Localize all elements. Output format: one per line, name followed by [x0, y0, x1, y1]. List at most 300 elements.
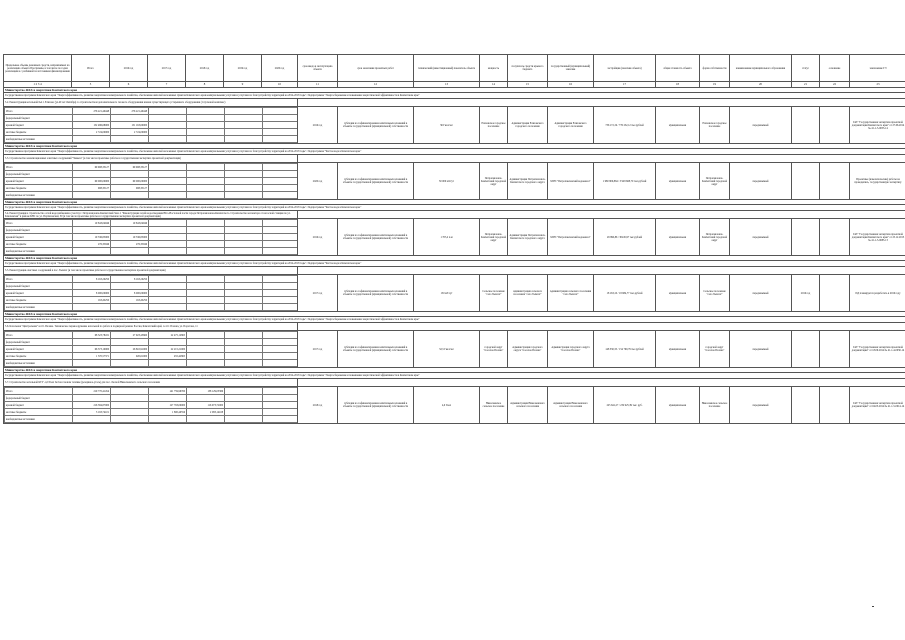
municipality: Николаевское сельское поселение [700, 387, 730, 424]
financing-value [225, 283, 263, 290]
financing-value [225, 332, 263, 339]
financing-value: 116 973,72000 [187, 402, 225, 409]
object-status: передаваемый [730, 275, 792, 312]
municipality: Петропавловск-Камчатский городской округ [700, 219, 730, 256]
financing-value: 219 770,41454 [73, 388, 111, 395]
design-end-year [792, 387, 820, 424]
object-name: 5.5. Реконструкция очистных сооружений в пос. Тымлат (в том числе проектные работы и государственная экспертиза проектной документации) [4, 267, 298, 275]
financing-value [149, 227, 187, 234]
financing-value [225, 192, 263, 199]
column-number-cell: 12 [338, 82, 414, 88]
financing-source-label: местные бюджеты [5, 353, 73, 360]
financing-value: 920,61000 [111, 353, 149, 360]
ownership-form: муниципальная [656, 107, 700, 144]
financing-row [5, 409, 298, 416]
investment-type: субсидии на софинансирование капитальных вложений в объекты государственной (муниципальной) собственности [338, 387, 414, 424]
column-number-cell: 19 [700, 82, 730, 88]
ministry-name: Министерство ЖКХ и энергетики Камчатского края [4, 88, 905, 93]
header-cell: 2017 год [148, 55, 186, 82]
financing-value: 2 724,00000 [73, 129, 111, 136]
financing-value: 22 475,12865 [149, 332, 187, 339]
financing-value [73, 304, 111, 311]
capacity: 4,0 Гкал [414, 387, 480, 424]
financing-value [187, 346, 225, 353]
financing-value [225, 276, 263, 283]
program-name: Государственная программа Камчатского края "Энергоэффективность, развитие энергетики и коммунального хозяйства, обеспечение жителей населенных пунктов Камчатского края коммунальными услугами и услугами по благоустройству территорий на 2014-2018 годы". Подпрограмма "Чистая вода в Камчатском крае" [4, 205, 905, 211]
ownership-form: муниципальная [656, 163, 700, 200]
financing-cell [4, 219, 298, 256]
financing-value [263, 178, 298, 185]
financing-value [263, 332, 298, 339]
column-number-cell: 8 [186, 82, 224, 88]
header-cell: Предельные объемы денежных средств, направляемых на реализацию объекта Программы, в том числе по годам реализации и с разбивкой по источникам финансирования [4, 55, 72, 82]
financing-value [149, 108, 187, 115]
column-number-cell: 15 [508, 82, 548, 88]
header-cell: 2019 год [224, 55, 262, 82]
financing-value: 69 908,35127 [73, 164, 111, 171]
object-status: передаваемый [730, 163, 792, 200]
financing-source-label: Итого [5, 164, 73, 171]
column-number-cell: 18 [656, 82, 700, 88]
financing-value [187, 339, 225, 346]
financing-value [263, 241, 298, 248]
financing-source-label: Итого [5, 276, 73, 283]
financing-value [187, 115, 225, 122]
developer: Администрация Елизовского городского поселения [548, 107, 594, 144]
financing-value [111, 416, 149, 423]
object-detail-row [4, 387, 905, 424]
capacity: 36 Гкал/час [414, 107, 480, 144]
municipality: Петропавловск-Камчатский городской округ [700, 163, 730, 200]
financing-value [187, 227, 225, 234]
total-cost: 736 172,19 / 776 252,12 тыс.рублей [594, 107, 656, 144]
financing-value [225, 353, 263, 360]
financing-source-label: местные бюджеты [5, 241, 73, 248]
financing-value [225, 346, 263, 353]
financing-row [5, 108, 298, 115]
financing-source-label: краевой бюджет [5, 178, 73, 185]
column-number-cell: 10 [262, 82, 298, 88]
state-customer: Администрация Петропавловск-Камчатского городского округа [508, 219, 548, 256]
object-row-spacer [298, 267, 905, 275]
financing-value [263, 360, 298, 367]
header-cell: наименование муниципального образования [730, 55, 792, 82]
financing-value [187, 290, 225, 297]
financing-value [187, 241, 225, 248]
developer: МУП "Петропавловский водоканал" [548, 219, 594, 256]
financing-value: 68 323,78431 [73, 332, 111, 339]
ownership-form: муниципальная [656, 219, 700, 256]
financing-row [5, 241, 298, 248]
header-cell: 2020 год [262, 55, 298, 82]
budget-recipient: Сельское поселение "село Тымлат" [480, 275, 508, 312]
object-row-spacer [298, 323, 905, 331]
financing-value: 27 923,43660 [111, 332, 149, 339]
developer: МУП "Петропавловский водоканал" [548, 163, 594, 200]
financing-value [263, 192, 298, 199]
financing-value: 127 793,00000 [149, 402, 187, 409]
financing-value [149, 171, 187, 178]
financing-value [225, 115, 263, 122]
financing-row [5, 234, 298, 241]
ownership-form: муниципальная [656, 331, 700, 368]
financing-value [263, 171, 298, 178]
financing-value [111, 227, 149, 234]
financing-value [225, 395, 263, 402]
financing-value [187, 304, 225, 311]
financing-value [149, 178, 187, 185]
financing-value [225, 136, 263, 143]
financing-value [263, 248, 298, 255]
financing-value: 276,35946 [111, 241, 149, 248]
financing-value: 908,35127 [73, 185, 111, 192]
header-cell: получатель средств краевого бюджета [508, 55, 548, 82]
column-number-cell: 11 [298, 82, 338, 88]
financing-value [111, 409, 149, 416]
financing-row [5, 395, 298, 402]
financing-value [263, 136, 298, 143]
commission-year: 2016 год [298, 107, 338, 144]
column-number-cell: 1 2 3 4 [4, 82, 72, 88]
financing-value: 8 163,20250 [73, 276, 111, 283]
expertise-basis: ГАУ "Государственная экспертиза проектной документации" от 04.03.2014 № 41-1-5-0014-14 [850, 387, 905, 424]
financing-value [187, 122, 225, 129]
expertise-basis: ГАУ "Государственная экспертиза проектной документации" от 18.09.2014 № 41-1-4-0030-14 [850, 331, 905, 368]
financing-value [149, 360, 187, 367]
header-cell: статус [792, 55, 820, 82]
financing-value [263, 409, 298, 416]
financing-value [263, 304, 298, 311]
financing-source-label: внебюджетные источники [5, 416, 73, 423]
financing-value [225, 409, 263, 416]
financing-source-label: Итого [5, 332, 73, 339]
header-row [4, 55, 905, 82]
financing-value [111, 171, 149, 178]
financing-value [187, 108, 225, 115]
financing-value [263, 283, 298, 290]
financing-value [225, 241, 263, 248]
financing-value [187, 136, 225, 143]
financing-value [73, 395, 111, 402]
empty-cell [820, 219, 850, 256]
financing-value [263, 416, 298, 423]
financing-row [5, 276, 298, 283]
ministry-name: Министерство ЖКХ и энергетики Камчатского края [4, 312, 905, 317]
financing-value [263, 276, 298, 283]
financing-value [149, 248, 187, 255]
financing-value [149, 234, 187, 241]
empty-cell [820, 163, 850, 200]
object-name: 5.3. Строительство канализационных очистных сооружений "Чавыча" (в том числе проектные работы и государственная экспертиза проектной документации) [4, 155, 298, 163]
financing-row [5, 339, 298, 346]
program-name: Государственная программа Камчатского края "Энергоэффективность, развитие энергетики и коммунального хозяйства, обеспечение жителей населенных пунктов Камчатского края коммунальными услугами и услугами по благоустройству территорий на 2014-2018 годы". Подпрограмма "Энергосбережение и повышение энергетической эффективности в Камчатском крае" [4, 317, 905, 323]
state-customer: Администрация Петропавловск-Камчатского городского округа [508, 163, 548, 200]
commission-year: 2018 год [298, 387, 338, 424]
header-cell: 2016 год [110, 55, 148, 82]
program-name: Государственная программа Камчатского края "Энергоэффективность, развитие энергетики и коммунального хозяйства, обеспечение жителей населенных пунктов Камчатского края коммунальными услугами и услугами по благоустройству территорий на 2014-2018 годы". Подпрограмма "Чистая вода в Камчатском крае" [4, 261, 905, 267]
financing-row [5, 185, 298, 192]
financing-row [5, 129, 298, 136]
financing-value [149, 241, 187, 248]
object-row-spacer [298, 99, 905, 107]
financing-value: 19 536,85000 [73, 234, 111, 241]
financing-value: 163,20250 [111, 297, 149, 304]
financing-table [4, 387, 298, 423]
financing-row [5, 178, 298, 185]
header-cell: технический (инвестиционный) показатель объекта [414, 55, 480, 82]
financing-value [187, 220, 225, 227]
capacity: 150 м3/сут [414, 275, 480, 312]
budget-recipient: Петропавловск-Камчатский городской округ [480, 219, 508, 256]
header-cell: общая стоимость объекта [656, 55, 700, 82]
header-cell: государственный (муниципальный) заказчик [548, 55, 594, 82]
financing-value [225, 416, 263, 423]
financing-value [111, 248, 149, 255]
financing-value [187, 248, 225, 255]
financing-value [225, 178, 263, 185]
financing-value [187, 395, 225, 402]
financing-value: 19 843,04946 [73, 220, 111, 227]
financing-source-label: федеральный бюджет [5, 395, 73, 402]
program-name: Государственная программа Камчатского края "Энергоэффективность, развитие энергетики и коммунального хозяйства, обеспечение жителей населенных пунктов Камчатского края коммунальными услугами и услугами по благоустройству территорий на 2014-2018 годы". Подпрограмма "Энергосбережение и повышение энергетической эффективности в Камчатском крае" [4, 93, 905, 99]
financing-value [225, 248, 263, 255]
financing-source-label: федеральный бюджет [5, 227, 73, 234]
financing-value [149, 185, 187, 192]
design-end-year [792, 163, 820, 200]
financing-row [5, 297, 298, 304]
header-cell: 2018 год [186, 55, 224, 82]
object-detail-row [4, 331, 905, 368]
financing-value [111, 283, 149, 290]
total-cost: 18 163,10 / 18 984,77 тыс.рублей [594, 275, 656, 312]
object-row-spacer [298, 211, 905, 219]
column-number-cell: 14 [480, 82, 508, 88]
financing-value [111, 115, 149, 122]
budget-recipient: Петропавловск-Камчатский городской округ [480, 163, 508, 200]
expertise-basis: ГАУ "Государственная экспертиза проектной документации Камчатского края" от 27.06.2014 № 41-1-5-0053-14 [850, 107, 905, 144]
financing-value [225, 227, 263, 234]
financing-value [187, 129, 225, 136]
financing-row [5, 248, 298, 255]
column-number-cell: 16 [548, 82, 594, 88]
financing-cell [4, 275, 298, 312]
financing-source-label: краевой бюджет [5, 346, 73, 353]
financing-value [225, 108, 263, 115]
budget-recipient: Елизовское городское поселение [480, 107, 508, 144]
financing-table [4, 219, 298, 255]
financing-value [225, 297, 263, 304]
financing-row [5, 115, 298, 122]
financing-value: 69 000,00000 [111, 178, 149, 185]
program-table [3, 54, 905, 424]
commission-year: 2017 год [298, 331, 338, 368]
financing-value [149, 276, 187, 283]
financing-value [149, 136, 187, 143]
investment-type: субсидии на софинансирование капитальных вложений в объекты государственной (муниципальной) собственности [338, 275, 414, 312]
investment-type: субсидии на софинансирование капитальных вложений в объекты государственной (муниципальной) собственности [338, 331, 414, 368]
state-customer: Администрация Елизовского городского поселения [508, 107, 548, 144]
empty-cell [820, 387, 850, 424]
object-row [4, 267, 905, 275]
financing-source-label: внебюджетные источники [5, 248, 73, 255]
financing-value [225, 171, 263, 178]
financing-value [187, 283, 225, 290]
header-cell: застройщик (заказчик объекта) [594, 55, 656, 82]
column-number-cell: 17 [594, 82, 656, 88]
column-number-cell: 5 [72, 82, 110, 88]
financing-value [187, 332, 225, 339]
financing-value [111, 402, 149, 409]
financing-source-label: Итого [5, 108, 73, 115]
financing-value [149, 122, 187, 129]
header-cell: заключение ГЭ [850, 55, 905, 82]
financing-table [4, 107, 298, 143]
object-row-spacer [298, 379, 905, 387]
financing-value [149, 283, 187, 290]
total-cost: 1 980 800,864 / 3 928 668,70 тыс.рублей [594, 163, 656, 200]
financing-value [149, 129, 187, 136]
financing-value [187, 164, 225, 171]
financing-source-label: внебюджетные источники [5, 136, 73, 143]
object-row [4, 379, 905, 387]
financing-value [225, 304, 263, 311]
financing-value [263, 402, 298, 409]
financing-value [225, 234, 263, 241]
financing-row [5, 304, 298, 311]
financing-value: 19 843,04946 [111, 220, 149, 227]
financing-source-label: местные бюджеты [5, 297, 73, 304]
financing-value [187, 416, 225, 423]
financing-value [111, 136, 149, 143]
financing-source-label: внебюджетные источники [5, 304, 73, 311]
expertise-basis: Проектные (изыскательские) работы не проводились, государственную экспертизу [850, 163, 905, 200]
financing-source-label: местные бюджеты [5, 409, 73, 416]
state-customer: Администрация Николаевского сельского поселения [508, 387, 548, 424]
header-cell: основание [820, 55, 850, 82]
municipality: Елизовское городское поселение [700, 107, 730, 144]
header-cell: срок ввода в эксплуатацию объекта [298, 55, 338, 82]
investment-type: субсидии на софинансирование капитальных вложений в объекты государственной (муниципальной) собственности [338, 219, 414, 256]
financing-value [149, 192, 187, 199]
program-name: Государственная программа Камчатского края "Энергоэффективность, развитие энергетики и коммунального хозяйства, обеспечение жителей населенных пунктов Камчатского края коммунальными услугами и услугами по благоустройству территорий на 2014-2018 годы". Подпрограмма "Энергосбережение и повышение энергетической эффективности в Камчатском крае" [4, 373, 905, 379]
capacity: 30 000 м3/сут [414, 163, 480, 200]
financing-value: 276,35946 [73, 241, 111, 248]
header-cell: срок окончания проектных работ [338, 55, 414, 82]
financing-source-label: федеральный бюджет [5, 283, 73, 290]
financing-value: 216 384,87000 [73, 402, 111, 409]
empty-cell [820, 107, 850, 144]
financing-row [5, 402, 298, 409]
investment-type: субсидии на софинансирование капитальных вложений в объекты государственной (муниципальной) собственности [338, 107, 414, 144]
object-name: 5.6. Котельная "Центральная" в пгт. Палана. Техническое перевооружение котельной по работе в подварной режим. Россия, Камчатский край, п. пгт. Палана, ул. Поротова, 11 [4, 323, 298, 331]
financing-value [263, 234, 298, 241]
financing-value: 1 800,40556 [149, 409, 187, 416]
financing-value [149, 115, 187, 122]
financing-row [5, 290, 298, 297]
financing-value: 8 000,00000 [73, 290, 111, 297]
financing-value [263, 297, 298, 304]
financing-value [263, 395, 298, 402]
financing-value [263, 164, 298, 171]
financing-value: 66 373,10000 [73, 346, 111, 353]
financing-row [5, 346, 298, 353]
financing-value [263, 122, 298, 129]
budget-recipient: Николаевское сельское поселение [480, 387, 508, 424]
column-number-cell: 6 [110, 82, 148, 88]
column-number-cell: 23 [850, 82, 905, 88]
financing-row [5, 353, 298, 360]
financing-value [111, 304, 149, 311]
financing-value [73, 171, 111, 178]
financing-table [4, 331, 298, 367]
financing-value: 22 215,21000 [149, 346, 187, 353]
financing-source-label: федеральный бюджет [5, 115, 73, 122]
financing-value [187, 185, 225, 192]
column-number-cell: 22 [820, 82, 850, 88]
financing-value [149, 304, 187, 311]
financing-value: 141 759,96760 [149, 388, 187, 395]
financing-value [187, 360, 225, 367]
column-number-cell: 13 [414, 82, 480, 88]
financing-value [225, 360, 263, 367]
financing-value: 276 221,40448 [73, 108, 111, 115]
financing-cell [4, 331, 298, 368]
financing-value [263, 353, 298, 360]
financing-source-label: местные бюджеты [5, 129, 73, 136]
object-status: передаваемый [730, 387, 792, 424]
state-customer: Администрация городского округа "поселок Палана" [508, 331, 548, 368]
ownership-form: муниципальная [656, 275, 700, 312]
expertise-basis: ГАУ "Государственная экспертиза проектной документации Камчатского края" от 25.12.2013 № 41-1-5-0083-13 [850, 219, 905, 256]
financing-source-label: краевой бюджет [5, 122, 73, 129]
header-cell: мощность [480, 55, 508, 82]
financing-value: 455,42865 [149, 353, 187, 360]
budget-recipient: городской округ "поселок Палана" [480, 331, 508, 368]
financing-value [263, 290, 298, 297]
column-number-cell: 20 [730, 82, 792, 88]
object-status: передаваемый [730, 107, 792, 144]
financing-value: 3 193,74101 [73, 409, 111, 416]
developer: Администрация сельского поселения "село Тымлат" [548, 275, 594, 312]
state-customer: Администрация сельского поселения "село Тымлат" [508, 275, 548, 312]
financing-value [149, 416, 187, 423]
financing-value [111, 192, 149, 199]
financing-row [5, 164, 298, 171]
municipality: городской округ "поселок Палана" [700, 331, 730, 368]
object-row [4, 155, 905, 163]
financing-row [5, 360, 298, 367]
financing-row [5, 192, 298, 199]
financing-value: 163,20250 [73, 297, 111, 304]
financing-table [4, 163, 298, 199]
financing-value [73, 136, 111, 143]
financing-value [73, 339, 111, 346]
financing-cell [4, 163, 298, 200]
financing-value [149, 297, 187, 304]
financing-value [187, 276, 225, 283]
object-row [4, 211, 905, 219]
financing-value [187, 178, 225, 185]
ownership-form: муниципальная [656, 387, 700, 424]
financing-source-label: Итого [5, 220, 73, 227]
financing-value [73, 227, 111, 234]
financing-value [111, 395, 149, 402]
financing-value [225, 122, 263, 129]
financing-value [225, 164, 263, 171]
total-cost: 148 330,35 / 154 790,79 тыс.рублей [594, 331, 656, 368]
object-name: 5.4. Реконструкция и строительство сетей водоснабжения к участку г. Петропавловск-Камчатский Зона 1 "Реконструкция сетей водоотведения Юго-Восточной части города Петропавловска-Камчатского. Строительство коллектора от насосной станции по ул. Ключевская" в районе КНС по ул. Партизанской, 30 (в том числе проектные работы и государственная экспертиза проектной документации) [4, 211, 298, 219]
financing-value [73, 248, 111, 255]
